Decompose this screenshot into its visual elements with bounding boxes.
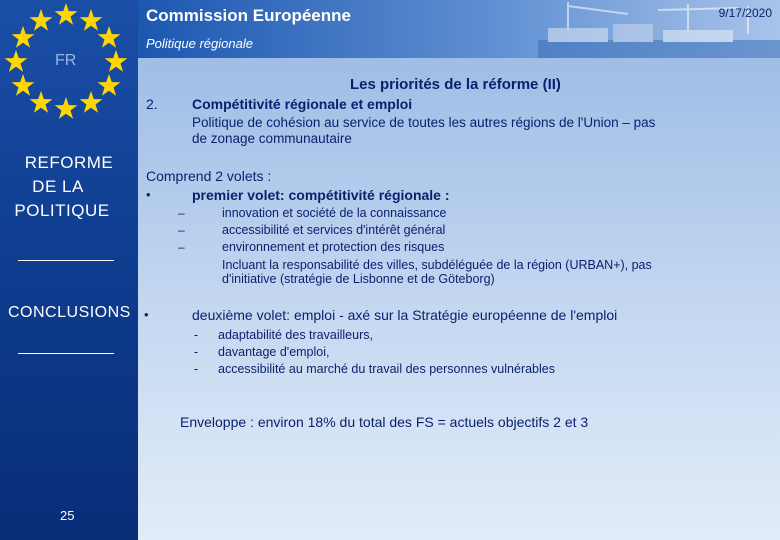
department-subtitle: Politique régionale xyxy=(146,36,253,51)
language-code: FR xyxy=(55,52,77,69)
volet1-item: environnement et protection des risques xyxy=(222,240,445,254)
slide-content xyxy=(138,58,780,540)
envelope-summary: Enveloppe : environ 18% du total des FS = actuels objectifs 2 et 3 xyxy=(180,414,589,430)
volet1-item: innovation et société de la connaissance xyxy=(222,206,447,220)
dash: – xyxy=(178,223,185,237)
item-description-line2: de zonage communautaire xyxy=(192,131,352,146)
volet1-heading: premier volet: compétitivité régionale : xyxy=(192,187,450,203)
section-reforme-line1: REFORME xyxy=(24,153,114,172)
dash: – xyxy=(178,240,185,254)
volet1-item: accessibilité et services d'intérêt général xyxy=(222,223,446,237)
date: 9/17/2020 xyxy=(718,6,772,20)
divider-bottom xyxy=(18,353,114,354)
hyphen: - xyxy=(194,362,199,376)
bullet: • xyxy=(144,307,149,322)
volet2-item: accessibilité au marché du travail des personnes vulnérables xyxy=(218,362,555,376)
sidebar xyxy=(0,0,138,540)
dash: – xyxy=(178,206,185,220)
page-number: 25 xyxy=(60,508,75,523)
organization-name: Commission Européenne xyxy=(146,6,351,25)
divider-top xyxy=(18,260,114,261)
section-reforme-line2: DE LA xyxy=(32,177,84,196)
bullet: • xyxy=(146,187,151,202)
intro-text: Comprend 2 volets : xyxy=(146,168,272,184)
header-bar xyxy=(138,0,780,58)
section-conclusions: CONCLUSIONS xyxy=(8,304,131,321)
hyphen: - xyxy=(194,328,199,342)
section-reforme-line3: POLITIQUE xyxy=(14,201,110,220)
hyphen: - xyxy=(194,345,199,359)
volet2-heading: deuxième volet: emploi - axé sur la Stratégie européenne de l'emploi xyxy=(192,307,618,323)
volet1-note-line2: d'initiative (stratégie de Lisbonne et de Göteborg) xyxy=(222,272,495,286)
item-description-line1: Politique de cohésion au service de toutes les autres régions de l'Union – pas xyxy=(192,115,656,130)
volet2-item: davantage d'emploi, xyxy=(218,345,330,359)
item-number: 2. xyxy=(146,96,158,112)
slide-title: Les priorités de la réforme (II) xyxy=(350,76,561,93)
item-heading: Compétitivité régionale et emploi xyxy=(192,96,413,112)
volet2-item: adaptabilité des travailleurs, xyxy=(218,328,373,342)
volet1-note-line1: Incluant la responsabilité des villes, subdéléguée de la région (URBAN+), pas xyxy=(222,258,652,272)
